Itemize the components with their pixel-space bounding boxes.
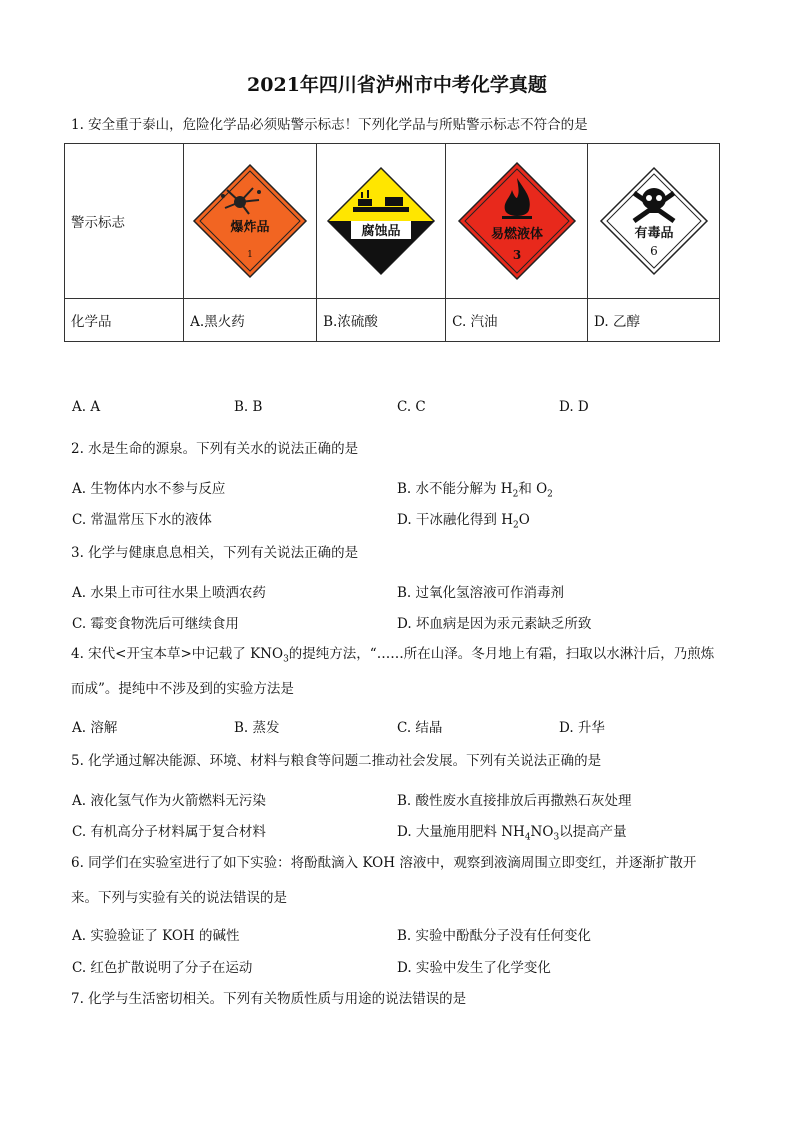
page-title: 2021年四川省泸州市中考化学真题: [247, 74, 547, 96]
q6-option-b[interactable]: B. 实验中酚酞分子没有任何变化: [397, 928, 592, 944]
q2-option-a[interactable]: A. 生物体内水不参与反应: [72, 481, 226, 497]
q2-option-d[interactable]: D. 干冰融化得到 $H_2O$: [397, 512, 530, 531]
sign-cell-toxic: [588, 144, 720, 299]
sign-label-toxic: 有毒品: [634, 226, 674, 241]
q5-option-b[interactable]: B. 酸性废水直接排放后再撒熟石灰处理: [397, 793, 632, 809]
q1-option-c[interactable]: C. C: [397, 399, 426, 415]
q1-option-d[interactable]: D. D: [559, 399, 589, 415]
q6-option-d[interactable]: D. 实验中发生了化学变化: [397, 960, 551, 976]
question-4-stem: 4. 宋代<开宝本草>中记载了 $KNO_3$的提纯方法，“……所在山泽。冬月地上有霜，扫取以水淋汁后，乃煎炼而成”。提纯中不涉及到的实验方法是: [71, 646, 715, 698]
sign-cell-corrosive: [317, 144, 446, 299]
sign-number-toxic: 6: [649, 244, 658, 258]
question-7-stem: 7. 化学与生活密切相关。下列有关物质性质与用途的说法错误的是: [71, 991, 467, 1007]
q6-option-c[interactable]: C. 红色扩散说明了分子在运动: [72, 960, 253, 976]
q4-option-b[interactable]: B. 蒸发: [234, 720, 280, 736]
chemical-a: A.黑火药: [184, 299, 317, 342]
explosive-sign: [191, 162, 309, 280]
q1-option-b[interactable]: B. B: [234, 399, 263, 415]
q3-option-a[interactable]: A. 水果上市可往水果上喷洒农药: [72, 585, 266, 601]
q4-option-c[interactable]: C. 结晶: [397, 720, 443, 736]
q5-option-d[interactable]: D. 大量施用肥料 $NH_4NO_3$以提高产量: [397, 824, 627, 843]
row-label-chemical: 化学品: [65, 299, 184, 342]
q2-option-b[interactable]: B. 水不能分解为 $H_2$和 $O_2$: [397, 481, 553, 500]
chemical-d: D. 乙醇: [588, 299, 720, 342]
sign-number-flammable: 3: [512, 248, 521, 262]
toxic-sign: [598, 165, 710, 277]
q2-option-c[interactable]: C. 常温常压下水的液体: [72, 512, 212, 528]
q5-option-c[interactable]: C. 有机高分子材料属于复合材料: [72, 824, 266, 840]
row-label-sign: 警示标志: [65, 144, 184, 299]
sign-cell-flammable: [446, 144, 588, 299]
question-6-stem: 6. 同学们在实验室进行了如下实验：将酚酞滴入 KOH 溶液中，观察到液滴周围立即变红，并逐渐扩散开来。下列与实验有关的说法错误的是: [71, 855, 697, 907]
question-5-stem: 5. 化学通过解决能源、环境、材料与粮食等问题二推动社会发展。下列有关说法正确的是: [71, 753, 602, 769]
q4-option-a[interactable]: A. 溶解: [72, 720, 118, 736]
question-3-stem: 3. 化学与健康息息相关，下列有关说法正确的是: [71, 545, 359, 561]
flammable-liquid-sign: [456, 160, 578, 282]
q5-option-a[interactable]: A. 液化氢气作为火箭燃料无污染: [72, 793, 266, 809]
chemical-c: C. 汽油: [446, 299, 588, 342]
corrosive-sign: [325, 165, 437, 277]
question-2-stem: 2. 水是生命的源泉。下列有关水的说法正确的是: [71, 441, 359, 457]
warning-sign-table: [64, 143, 720, 342]
sign-label-explosive: 爆炸品: [230, 220, 270, 235]
question-1-stem: 1. 安全重于泰山，危险化学品必须贴警示标志！下列化学品与所贴警示标志不符合的是: [71, 117, 588, 133]
q4-option-d[interactable]: D. 升华: [559, 720, 605, 736]
q3-option-b[interactable]: B. 过氧化氢溶液可作消毒剂: [397, 585, 565, 601]
q6-option-a[interactable]: A. 实验验证了 KOH 的碱性: [72, 928, 240, 944]
q1-option-a[interactable]: A. A: [72, 399, 101, 415]
q3-option-d[interactable]: D. 坏血病是因为汞元素缺乏所致: [397, 616, 592, 632]
sign-cell-explosive: [184, 144, 317, 299]
sign-number-explosive: 1: [247, 250, 254, 260]
sign-label-flammable: 易燃液体: [490, 227, 543, 242]
q3-option-c[interactable]: C. 霉变食物洗后可继续食用: [72, 616, 239, 632]
chemical-b: B.浓硫酸: [317, 299, 446, 342]
sign-label-corrosive: 腐蚀品: [361, 224, 401, 239]
